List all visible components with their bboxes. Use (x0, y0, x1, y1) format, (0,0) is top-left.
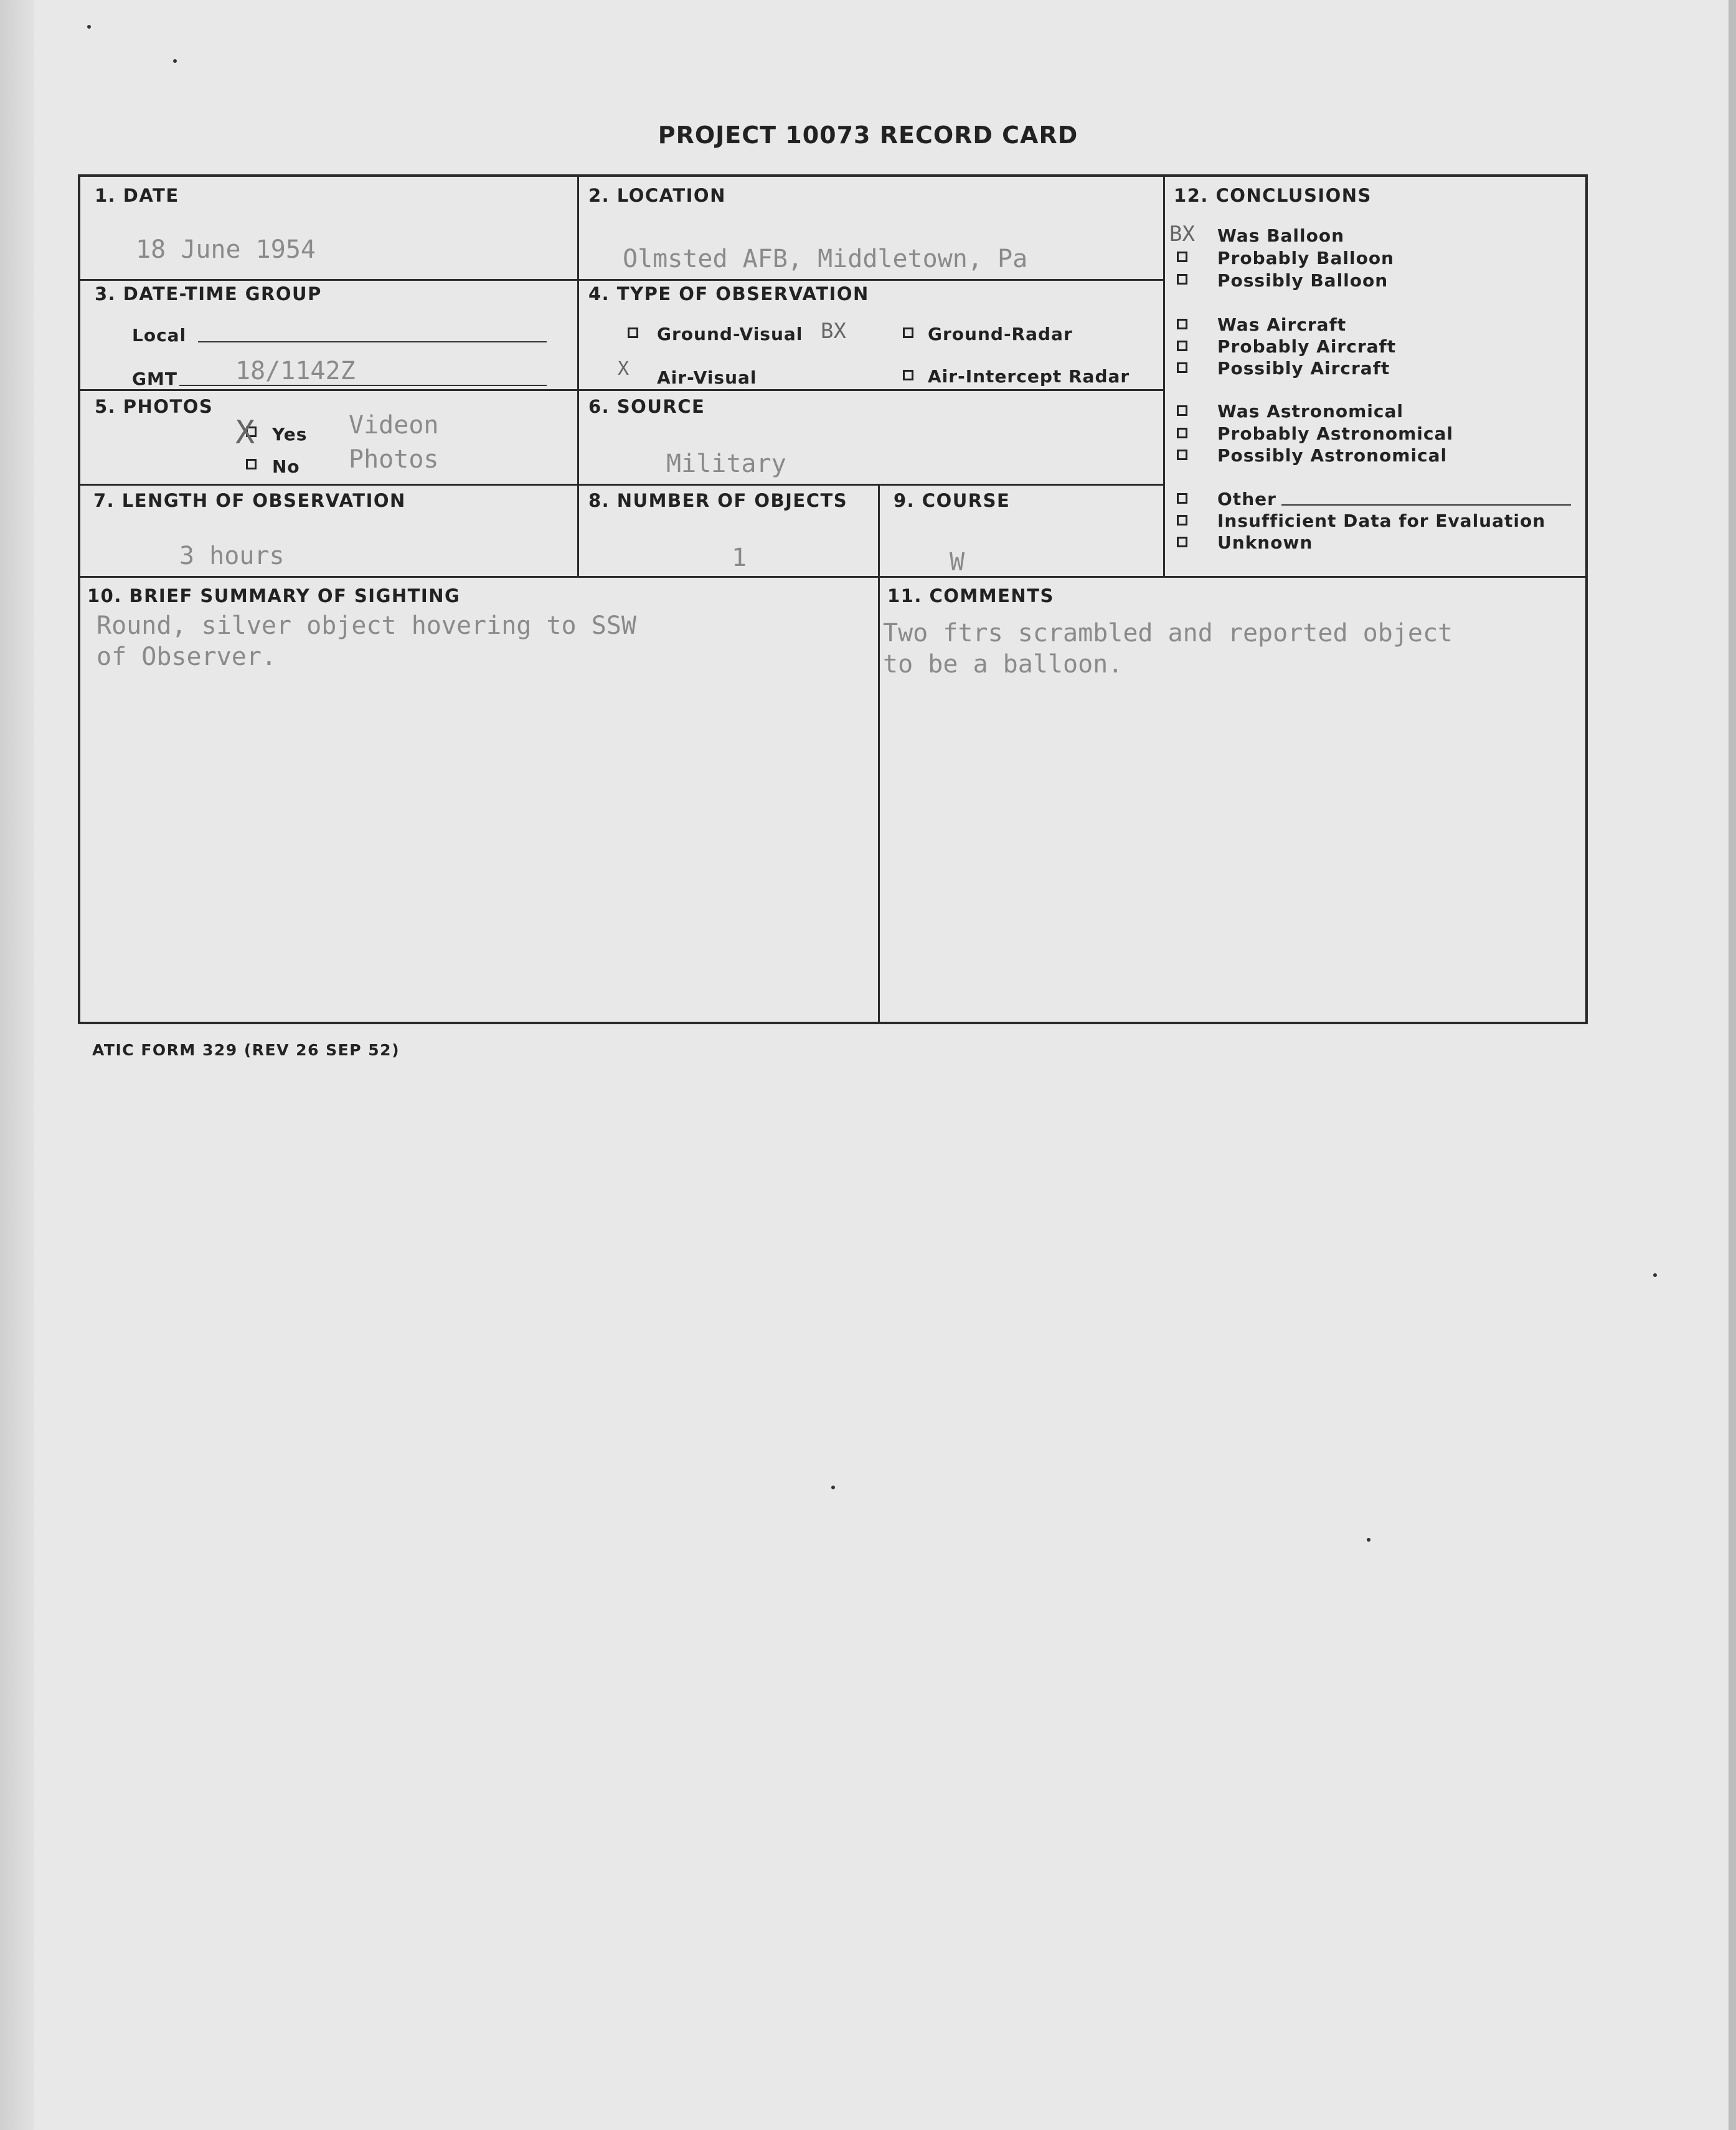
gmt-label: GMT (132, 369, 177, 389)
photos-label: 5. PHOTOS (95, 396, 214, 417)
conclusion-checkbox (1177, 450, 1187, 460)
scan-speck (831, 1486, 835, 1489)
photos-yes-label: Yes (272, 424, 308, 445)
length-value: 3 hours (179, 542, 285, 570)
course-value: W (950, 548, 965, 577)
num-objects-label: 8. NUMBER OF OBJECTS (588, 490, 848, 511)
conclusion-checkbox (1177, 341, 1187, 351)
conclusion-checkbox (1177, 274, 1187, 285)
scan-speck (173, 59, 177, 63)
air-visual-label: Air-Visual (657, 367, 757, 388)
source-label: 6. SOURCE (588, 396, 705, 417)
divider-h-row3 (79, 484, 1164, 486)
length-label: 7. LENGTH OF OBSERVATION (93, 490, 406, 511)
summary-line-1: Round, silver object hovering to SSW (97, 611, 636, 640)
conclusion-item: Other (1217, 489, 1276, 509)
gmt-value: 18/1142Z (235, 357, 356, 385)
air-intercept-checkbox (903, 370, 913, 380)
scan-speck (87, 25, 91, 29)
conclusion-item: Probably Astronomical (1217, 423, 1453, 444)
photos-cross-mark: X (235, 414, 255, 451)
conclusion-checkbox (1177, 493, 1187, 504)
divider-h-row1 (79, 279, 1164, 281)
course-label: 9. COURSE (894, 490, 1011, 511)
local-label: Local (132, 325, 187, 346)
conclusion-item: Was Astronomical (1217, 401, 1403, 422)
conclusion-item: Possibly Balloon (1217, 270, 1389, 291)
conclusion-item: Unknown (1217, 532, 1313, 553)
divider-h-row4 (79, 576, 1587, 578)
scan-edge-right (1729, 0, 1736, 2130)
conclusion-checkbox (1177, 537, 1187, 547)
conclusion-checkbox (1177, 319, 1187, 329)
divider-v-col1 (577, 176, 579, 577)
comments-label: 11. COMMENTS (887, 585, 1054, 606)
photos-note-1: Videon (349, 411, 439, 440)
conclusion-item: Possibly Astronomical (1217, 445, 1448, 466)
conclusion-checkbox (1177, 405, 1187, 416)
conclusion-item: Was Aircraft (1217, 314, 1347, 335)
conclusion-item: Insufficient Data for Evaluation (1217, 511, 1546, 531)
air-intercept-label: Air-Intercept Radar (928, 366, 1130, 387)
conclusion-item: Probably Aircraft (1217, 336, 1397, 357)
location-label: 2. LOCATION (588, 185, 726, 206)
comments-line-2: to be a balloon. (883, 650, 1123, 679)
conclusion-item: Possibly Aircraft (1217, 358, 1390, 379)
divider-v-col2 (878, 486, 880, 1024)
scan-speck (1653, 1273, 1657, 1277)
other-line (1281, 504, 1571, 506)
photos-note-2: Photos (349, 445, 439, 474)
conclusion-item: Was Balloon (1217, 225, 1345, 246)
conclusion-checkbox (1177, 362, 1187, 373)
date-label: 1. DATE (95, 185, 179, 206)
scan-edge-left (0, 0, 34, 2130)
ground-visual-label: Ground-Visual (657, 324, 803, 344)
conclusion-checkbox (1177, 428, 1187, 438)
form-footer: ATIC FORM 329 (REV 26 SEP 52) (92, 1041, 400, 1059)
comments-line-1: Two ftrs scrambled and reported object (883, 619, 1453, 648)
scan-speck (1367, 1538, 1370, 1542)
conclusion-checkbox (1177, 252, 1187, 262)
location-value: Olmsted AFB, Middletown, Pa (623, 245, 1028, 273)
dtg-label: 3. DATE-TIME GROUP (95, 283, 322, 304)
ground-visual-mark: BX (821, 319, 846, 344)
was-balloon-mark: BX (1169, 222, 1195, 247)
conclusion-item: Probably Balloon (1217, 248, 1394, 268)
air-visual-cross-mark: X (618, 358, 630, 380)
ground-radar-checkbox (903, 328, 913, 338)
conclusion-checkbox (1177, 515, 1187, 525)
observation-type-label: 4. TYPE OF OBSERVATION (588, 283, 869, 304)
divider-v-col3 (1163, 176, 1165, 577)
summary-line-2: of Observer. (97, 643, 276, 671)
date-value: 18 June 1954 (136, 235, 316, 264)
source-value: Military (666, 450, 786, 478)
photos-no-label: No (272, 456, 300, 477)
photos-no-checkbox (246, 459, 257, 469)
summary-label: 10. BRIEF SUMMARY OF SIGHTING (87, 585, 461, 606)
gmt-line (179, 385, 547, 386)
conclusions-label: 12. CONCLUSIONS (1174, 185, 1372, 206)
num-objects-value: 1 (732, 544, 747, 572)
card-title: PROJECT 10073 RECORD CARD (658, 121, 1078, 149)
ground-radar-label: Ground-Radar (928, 324, 1073, 344)
ground-visual-checkbox (628, 328, 638, 338)
local-line (198, 341, 547, 342)
divider-h-row2 (79, 389, 1164, 391)
